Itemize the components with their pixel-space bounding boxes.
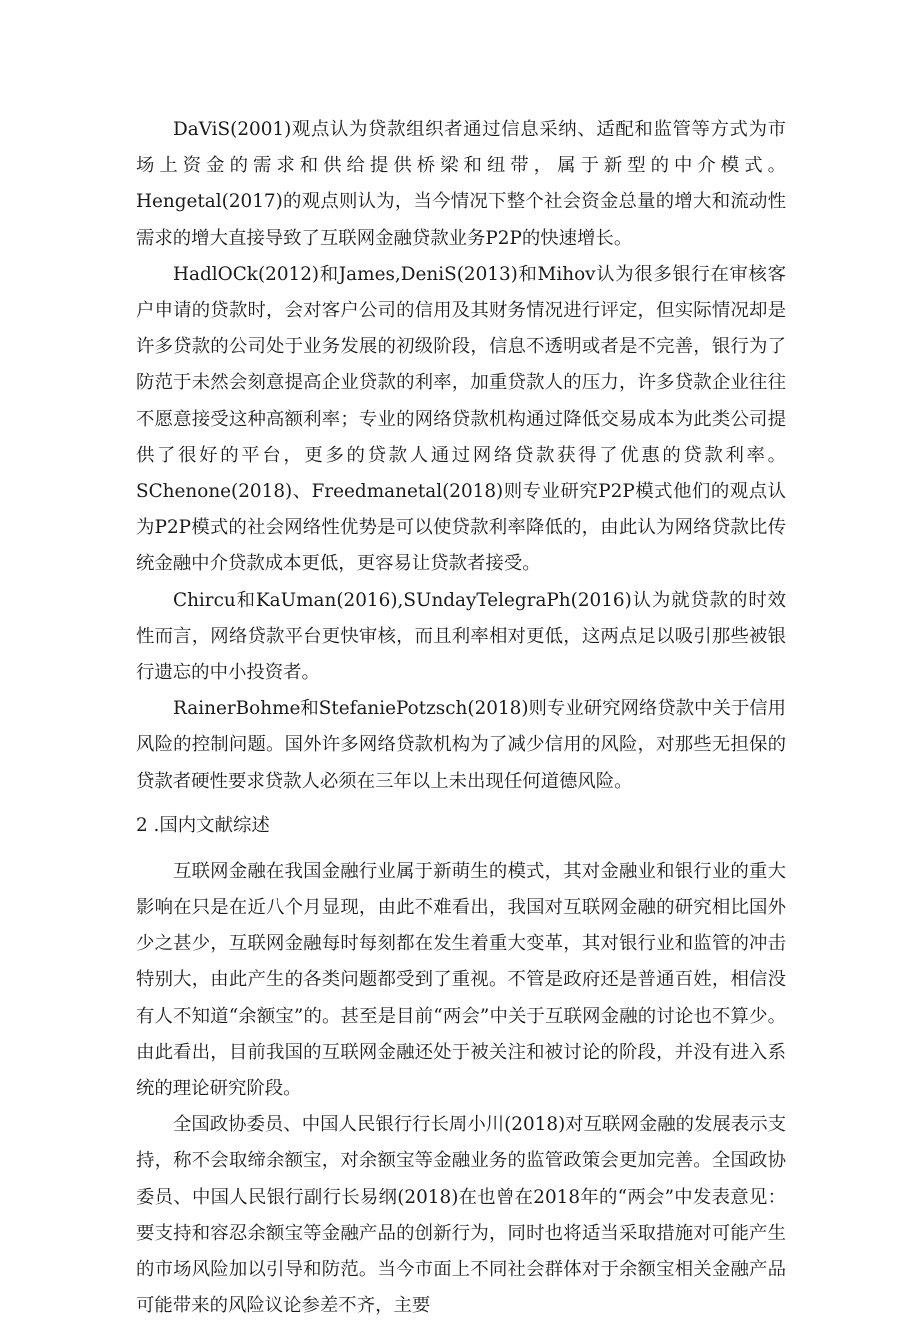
paragraph-hadlock: HadlOCk(2012)和James,DeniS(2013)和Mihov认为很多银行在审核客户申请的贷款时，会对客户公司的信用及其财务情况进行评定，但实际情况却是许多贷款的公司处于业务发展的初级阶段，信息不透明或者是不完善，银行为了防范于未然会刻意提高企业贷款的利率，加重贷款人的压力，许多贷款企业往往不愿意接受这种高额利率；专业的网络贷款机构通过降低交易成本为此类公司提供了很好的平台，更多的贷款人通过网络贷款获得了优惠的贷款利率。SChenone(2018)、Freedmanetal(2018)则专业研究P2P模式他们的观点认为P2P模式的社会网络性优势是可以使贷款利率降低的，由此认为网络贷款比传统金融中介贷款成本更低，更容易让贷款者接受。 [136, 263, 786, 575]
paragraph-davis: DaViS(2001)观点认为贷款组织者通过信息采纳、适配和监管等方式为市场上资金的需求和供给提供桥梁和纽带，属于新型的中介模式。Hengetal(2017)的观点则认为，当今情况下整个社会资金总量的增大和流动性需求的增大直接导致了互联网金融贷款业务P2P的快速增长。 [136, 119, 786, 249]
paragraph-bohme: RainerBohme和StefaniePotzsch(2018)则专业研究网络贷款中关于信用风险的控制问题。国外许多网络贷款机构为了减少信用的风险，对那些无担保的贷款者硬性要求贷款人必须在三年以上未出现任何道德风险。 [136, 698, 787, 792]
paragraph-chircu: Chircu和KaUman(2016),SUndayTelegraPh(2016)认为就贷款的时效性而言，网络贷款平台更快审核，而且利率相对更低，这两点足以吸引那些被银行遗忘的中小投资者。 [136, 589, 786, 684]
paragraph-zhou-xiaochuan: 全国政协委员、中国人民银行行长周小川(2018)对互联网金融的发展表示支持，称不会取缔余额宝，对余额宝等金融业务的监管政策会更加完善。全国政协委员、中国人民银行副行长易纲(2018)在也曾在2018年的“两会”中发表意见：要支持和容忍余额宝等金融产品的创新行为，同时也将适当采取措施对可能产生的市场风险加以引导和防范。当今市面上不同社会群体对于余额宝相关金融产品可能带来的风险议论参差不齐，主要 [136, 1114, 786, 1317]
section-heading: 2 .国内文献综述 [136, 814, 270, 836]
document-body [136, 112, 786, 1325]
paragraph-domestic-intro: 互联网金融在我国金融行业属于新萌生的模式，其对金融业和银行业的重大影响在只是在近八个月显现，由此不难看出，我国对互联网金融的研究相比国外少之甚少，互联网金融每时每刻都在发生着重大变革，其对银行业和监管的冲击特别大，由此产生的各类问题都受到了重视。不管是政府还是普通百姓，相信没有人不知道“余额宝”的。甚至是目前“两会”中关于互联网金融的讨论也不算少。由此看出，目前我国的互联网金融还处于被关注和被讨论的阶段，并没有进入系统的理论研究阶段。 [136, 860, 786, 1100]
